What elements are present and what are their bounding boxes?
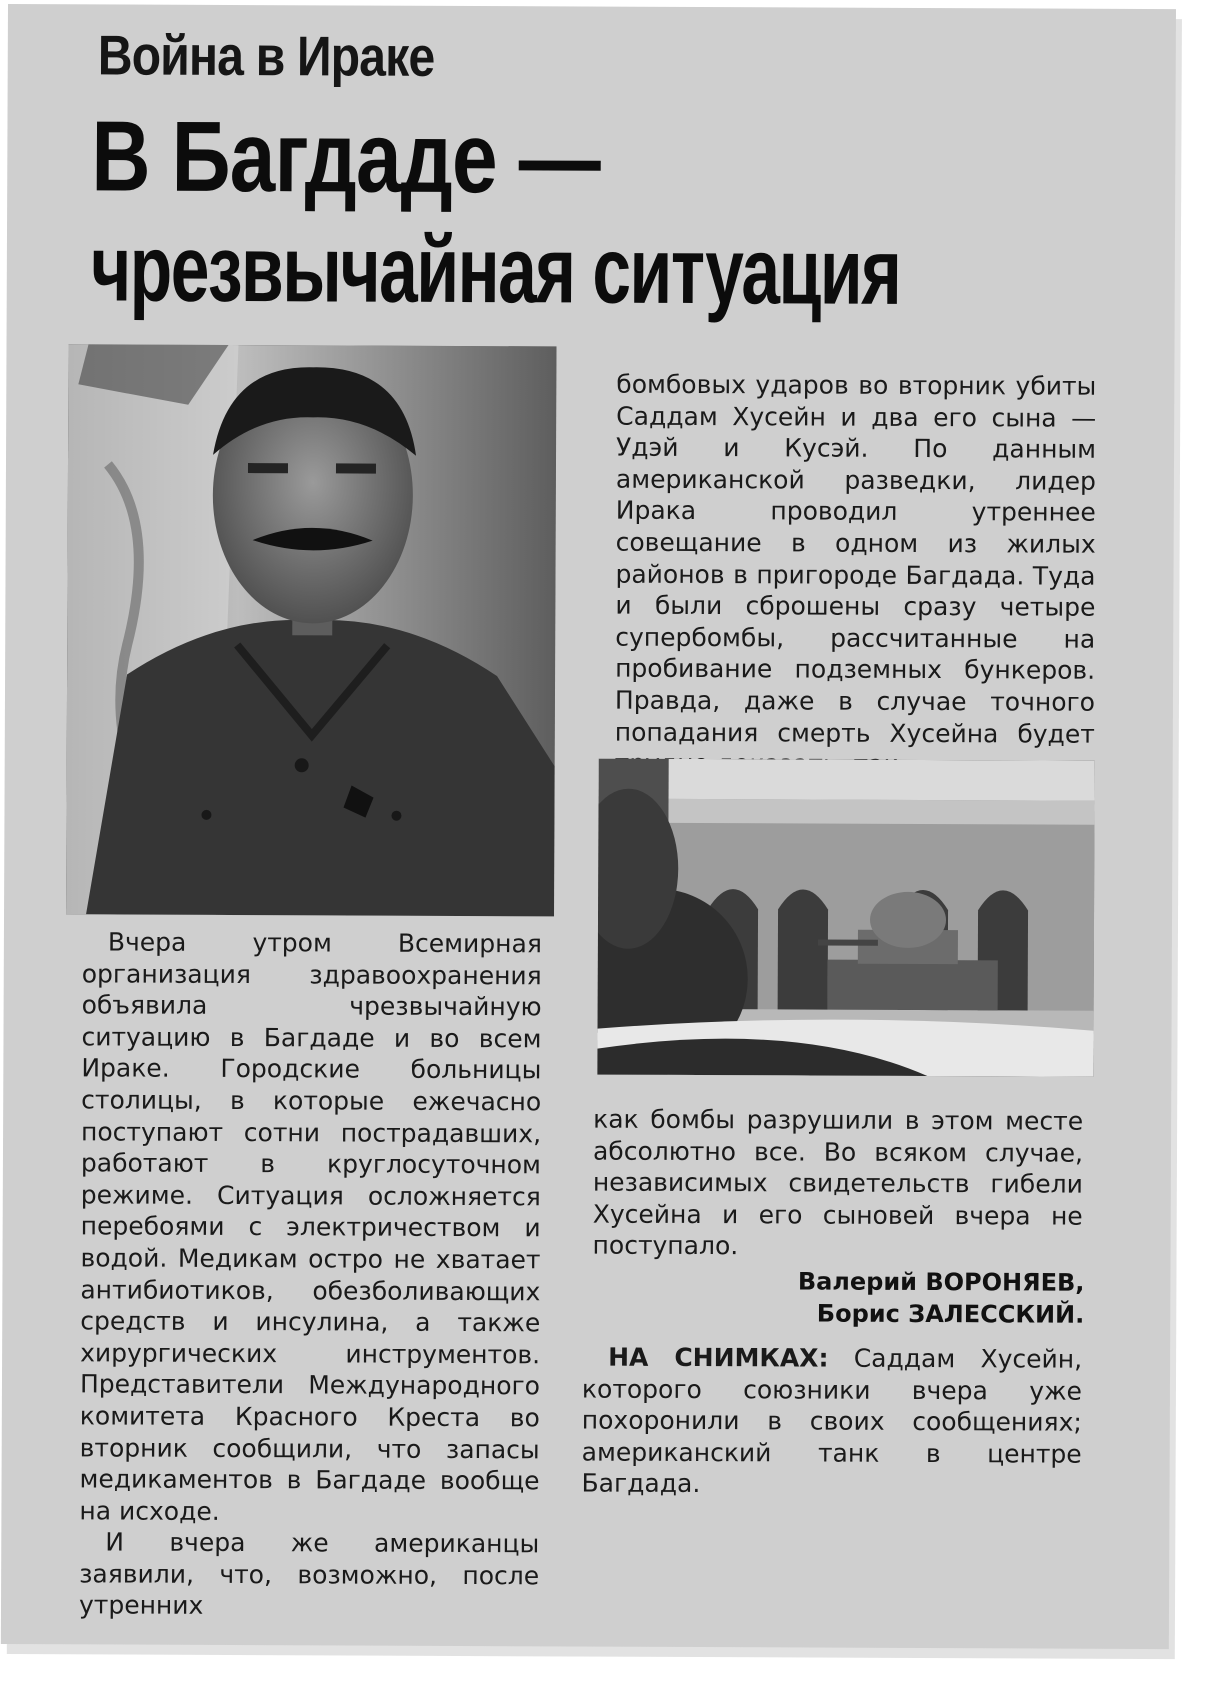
portrait-photo: [66, 344, 556, 916]
photo-caption: [581, 1342, 1082, 1502]
newspaper-clipping: [1, 4, 1176, 1649]
headline-line-1: В Багдаде —: [91, 100, 601, 215]
caption-text: Саддам Хусейн, которого союзники вчера уже похоронили в своих сообщениях; американский танк в центре Багдада.: [581, 1343, 1083, 1499]
article-column-left: [79, 926, 542, 1623]
byline: [798, 1265, 1085, 1330]
article-column-right-top: бомбовых ударов во вторник убиты Саддам Хусейн и два его сына — Удэй и Кусэй. По данным американской разведки, лидер Ирака проводил утреннее совещание в одном из жилых районов в пригороде Багдада. Туда и были сброшены сразу четыре супербомбы, рассчитанные на пробивание подземных бункеров. Правда, даже в случае точного попадания смерть Хусейна будет: [614, 369, 1097, 749]
caption-label: НА СНИМКАХ:: [608, 1342, 829, 1373]
tank-photo: [597, 759, 1094, 1077]
author-1: Валерий ВОРОНЯЕВ,: [797, 1267, 1085, 1297]
paragraph-2: И вчера же американцы заявили, что, возможно, после утренних: [78, 1527, 540, 1621]
article-column-right-bottom: как бомбы разрушили в этом месте абсолютно все. Во всяком случае, независимых свидетельств гибели Хусейна и его сыновей вчера не поступало.: [592, 1104, 1084, 1261]
article-headline: [91, 100, 1186, 329]
headline-line-2: чрезвычайная ситуация: [90, 215, 901, 324]
paragraph-1: Вчера утром Всемирная организация здравоохранения объявила чрезвычайную ситуацию в Багдаде и во всем Ираке. Городские больницы столицы, в которые ежечасно поступают сотни пострадавших, работают в круглосуточном режиме. Ситуация осложняется перебоями с электричеством и водой. Медикам остро не хватает антибиотиков, обезболивающих средств и инсулина, а также хирургических инструментов. Представители Международного комитета Красного Креста во вторник сообщили, что запасы медикаментов в Багдаде вообще на исходе.: [79, 927, 542, 1526]
author-2: Борис ЗАЛЕССКИЙ.: [816, 1299, 1085, 1329]
section-rubric: Война в Ираке: [97, 23, 435, 88]
